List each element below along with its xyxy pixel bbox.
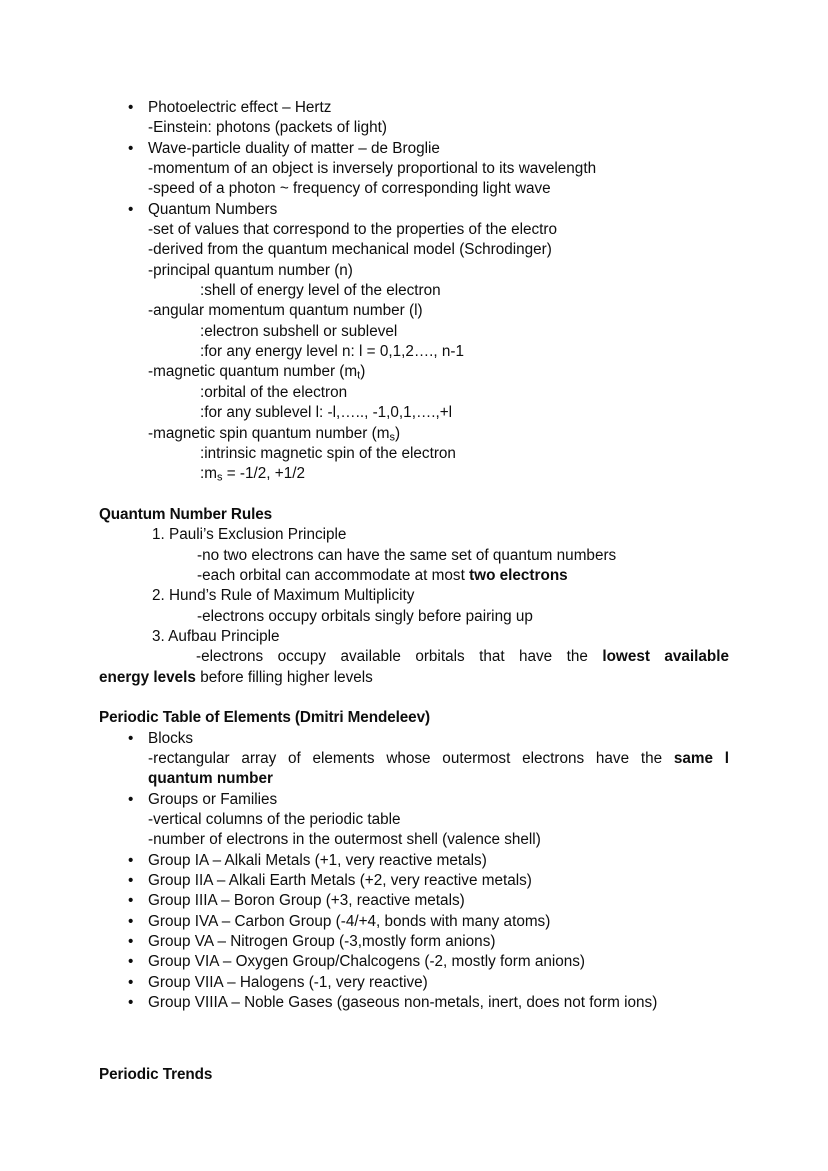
list-item-text: Group IIIA – Boron Group (+3, reactive metals) [148,892,465,910]
rule-detail-text: -each orbital can accommodate at most [197,566,470,584]
blocks-emphasis-1: same l [673,750,729,767]
list-item-text: Group VA – Nitrogen Group (-3,mostly form anions) [148,933,496,951]
subscript-t: t [357,369,361,382]
list-item [99,200,729,220]
sub-note: -Einstein: photons (packets of light) [148,119,387,137]
bullet-glyph: • [128,892,134,910]
blocks-text-part1: -rectangular array of elements whose outermost electrons have the [148,750,674,767]
list-item-text: Group VIA – Oxygen Group/Chalcogens (-2, mostly form anions) [148,953,586,971]
rule-detail [99,566,729,586]
detail-note-text: :m [200,465,217,483]
spacer [99,688,729,708]
sub-note-text-end: ) [394,424,401,442]
list-item-text: Groups or Families [148,790,278,808]
section-periodic-trends [99,1065,729,1085]
rule-detail: -no two electrons can have the same set of quantum numbers [197,546,617,564]
rule-item-2: 2. Hund’s Rule of Maximum Multiplicity [152,587,415,605]
aufbau-emphasis-2: energy levels [99,668,196,686]
bullet-glyph: • [128,729,134,747]
bullet-glyph: • [128,933,134,951]
sub-note: -momentum of an object is inversely proportional to its wavelength [148,160,597,178]
intro-notes-list [99,98,729,485]
spacer [99,1054,729,1065]
list-item-text: Group IA – Alkali Metals (+1, very reactive metals) [148,851,487,869]
list-item-group [99,851,729,871]
list-item-group [99,993,729,1013]
list-item [99,139,729,159]
detail-note: :shell of energy level of the electron [200,282,441,300]
section-periodic-table [99,708,729,1013]
section-heading: Periodic Trends [99,1066,213,1084]
rule-item-1: 1. Pauli’s Exclusion Principle [152,526,347,544]
sub-note-text: -magnetic quantum number (m [148,363,358,381]
detail-note: :electron subshell or sublevel [200,322,398,340]
sub-note: -number of electrons in the outermost shell (valence shell) [148,831,541,849]
detail-note-spin-values [99,464,729,484]
list-item-text: Photoelectric effect – Hertz [148,99,332,116]
bullet-glyph: • [128,912,134,930]
list-item-group [99,952,729,972]
document-body [99,98,729,1086]
subscript-s: s [389,430,395,443]
list-item-group [99,871,729,891]
detail-note: :intrinsic magnetic spin of the electron [200,444,456,462]
bullet-glyph: • [128,851,134,869]
aufbau-text-part2: before filling higher levels [195,668,373,686]
section-quantum-number-rules [99,505,729,688]
bullet-glyph: • [128,790,134,808]
list-item-text: Blocks [148,729,194,747]
detail-note: :for any sublevel l: -l,….., -1,0,1,….,+l [200,404,453,422]
bullet-glyph: • [128,994,134,1012]
list-item-text: Group IVA – Carbon Group (-4/+4, bonds with many atoms) [148,912,551,930]
list-item-text: Group IIA – Alkali Earth Metals (+2, very reactive metals) [148,872,532,890]
detail-note: :orbital of the electron [200,383,348,401]
aufbau-emphasis-1: lowest available [602,648,729,666]
sub-note-text: -magnetic spin quantum number (m [148,424,390,442]
bullet-glyph: • [128,973,134,991]
detail-note-text-end: = -1/2, +1/2 [222,465,305,483]
blocks-emphasis-2: quantum number [148,770,273,788]
spacer [99,485,729,505]
subscript-s: s [217,471,223,484]
list-item-blocks [99,729,729,749]
list-item-groups [99,790,729,810]
rule-detail: -electrons occupy orbitals singly before pairing up [197,607,533,625]
list-item [99,98,729,118]
sub-note-magnetic-spin-quantum-number [99,424,729,444]
sub-note: -angular momentum quantum number (l) [148,302,423,320]
bullet-glyph: • [128,953,134,971]
aufbau-text-part1: -electrons occupy available orbitals that have the [196,648,603,666]
list-item-group [99,932,729,952]
sub-note: -vertical columns of the periodic table [148,811,401,829]
list-item-group [99,891,729,911]
section-heading: Periodic Table of Elements (Dmitri Mendeleev) [99,709,430,727]
section-heading: Quantum Number Rules [99,505,273,523]
list-item-group [99,973,729,993]
sub-note-magnetic-quantum-number [99,362,729,382]
sub-note: -principal quantum number (n) [148,261,353,279]
list-item-text: Wave-particle duality of matter – de Broglie [148,139,440,157]
sub-note-text-end: ) [360,363,366,381]
list-item-text: Group VIIA – Halogens (-1, very reactive) [148,973,428,991]
bullet-glyph: • [128,200,134,218]
bullet-glyph: • [128,872,134,890]
rule-detail-emphasis: two electrons [469,566,568,584]
blocks-paragraph [99,749,729,790]
list-item-text: Quantum Numbers [148,200,278,218]
sub-note: -derived from the quantum mechanical model (Schrodinger) [148,241,552,259]
sub-note: -speed of a photon ~ frequency of corresponding light wave [148,180,551,198]
bullet-glyph: • [128,139,134,157]
bullet-glyph: • [128,99,134,116]
list-item-text: Group VIIIA – Noble Gases (gaseous non-metals, inert, does not form ions) [148,994,658,1012]
list-item-group [99,912,729,932]
spacer [99,1013,729,1033]
spacer [99,1034,729,1054]
rule-item-3: 3. Aufbau Principle [152,627,280,645]
sub-note: -set of values that correspond to the properties of the electro [148,221,557,239]
aufbau-paragraph [99,647,729,688]
detail-note: :for any energy level n: l = 0,1,2…., n-1 [200,343,465,361]
